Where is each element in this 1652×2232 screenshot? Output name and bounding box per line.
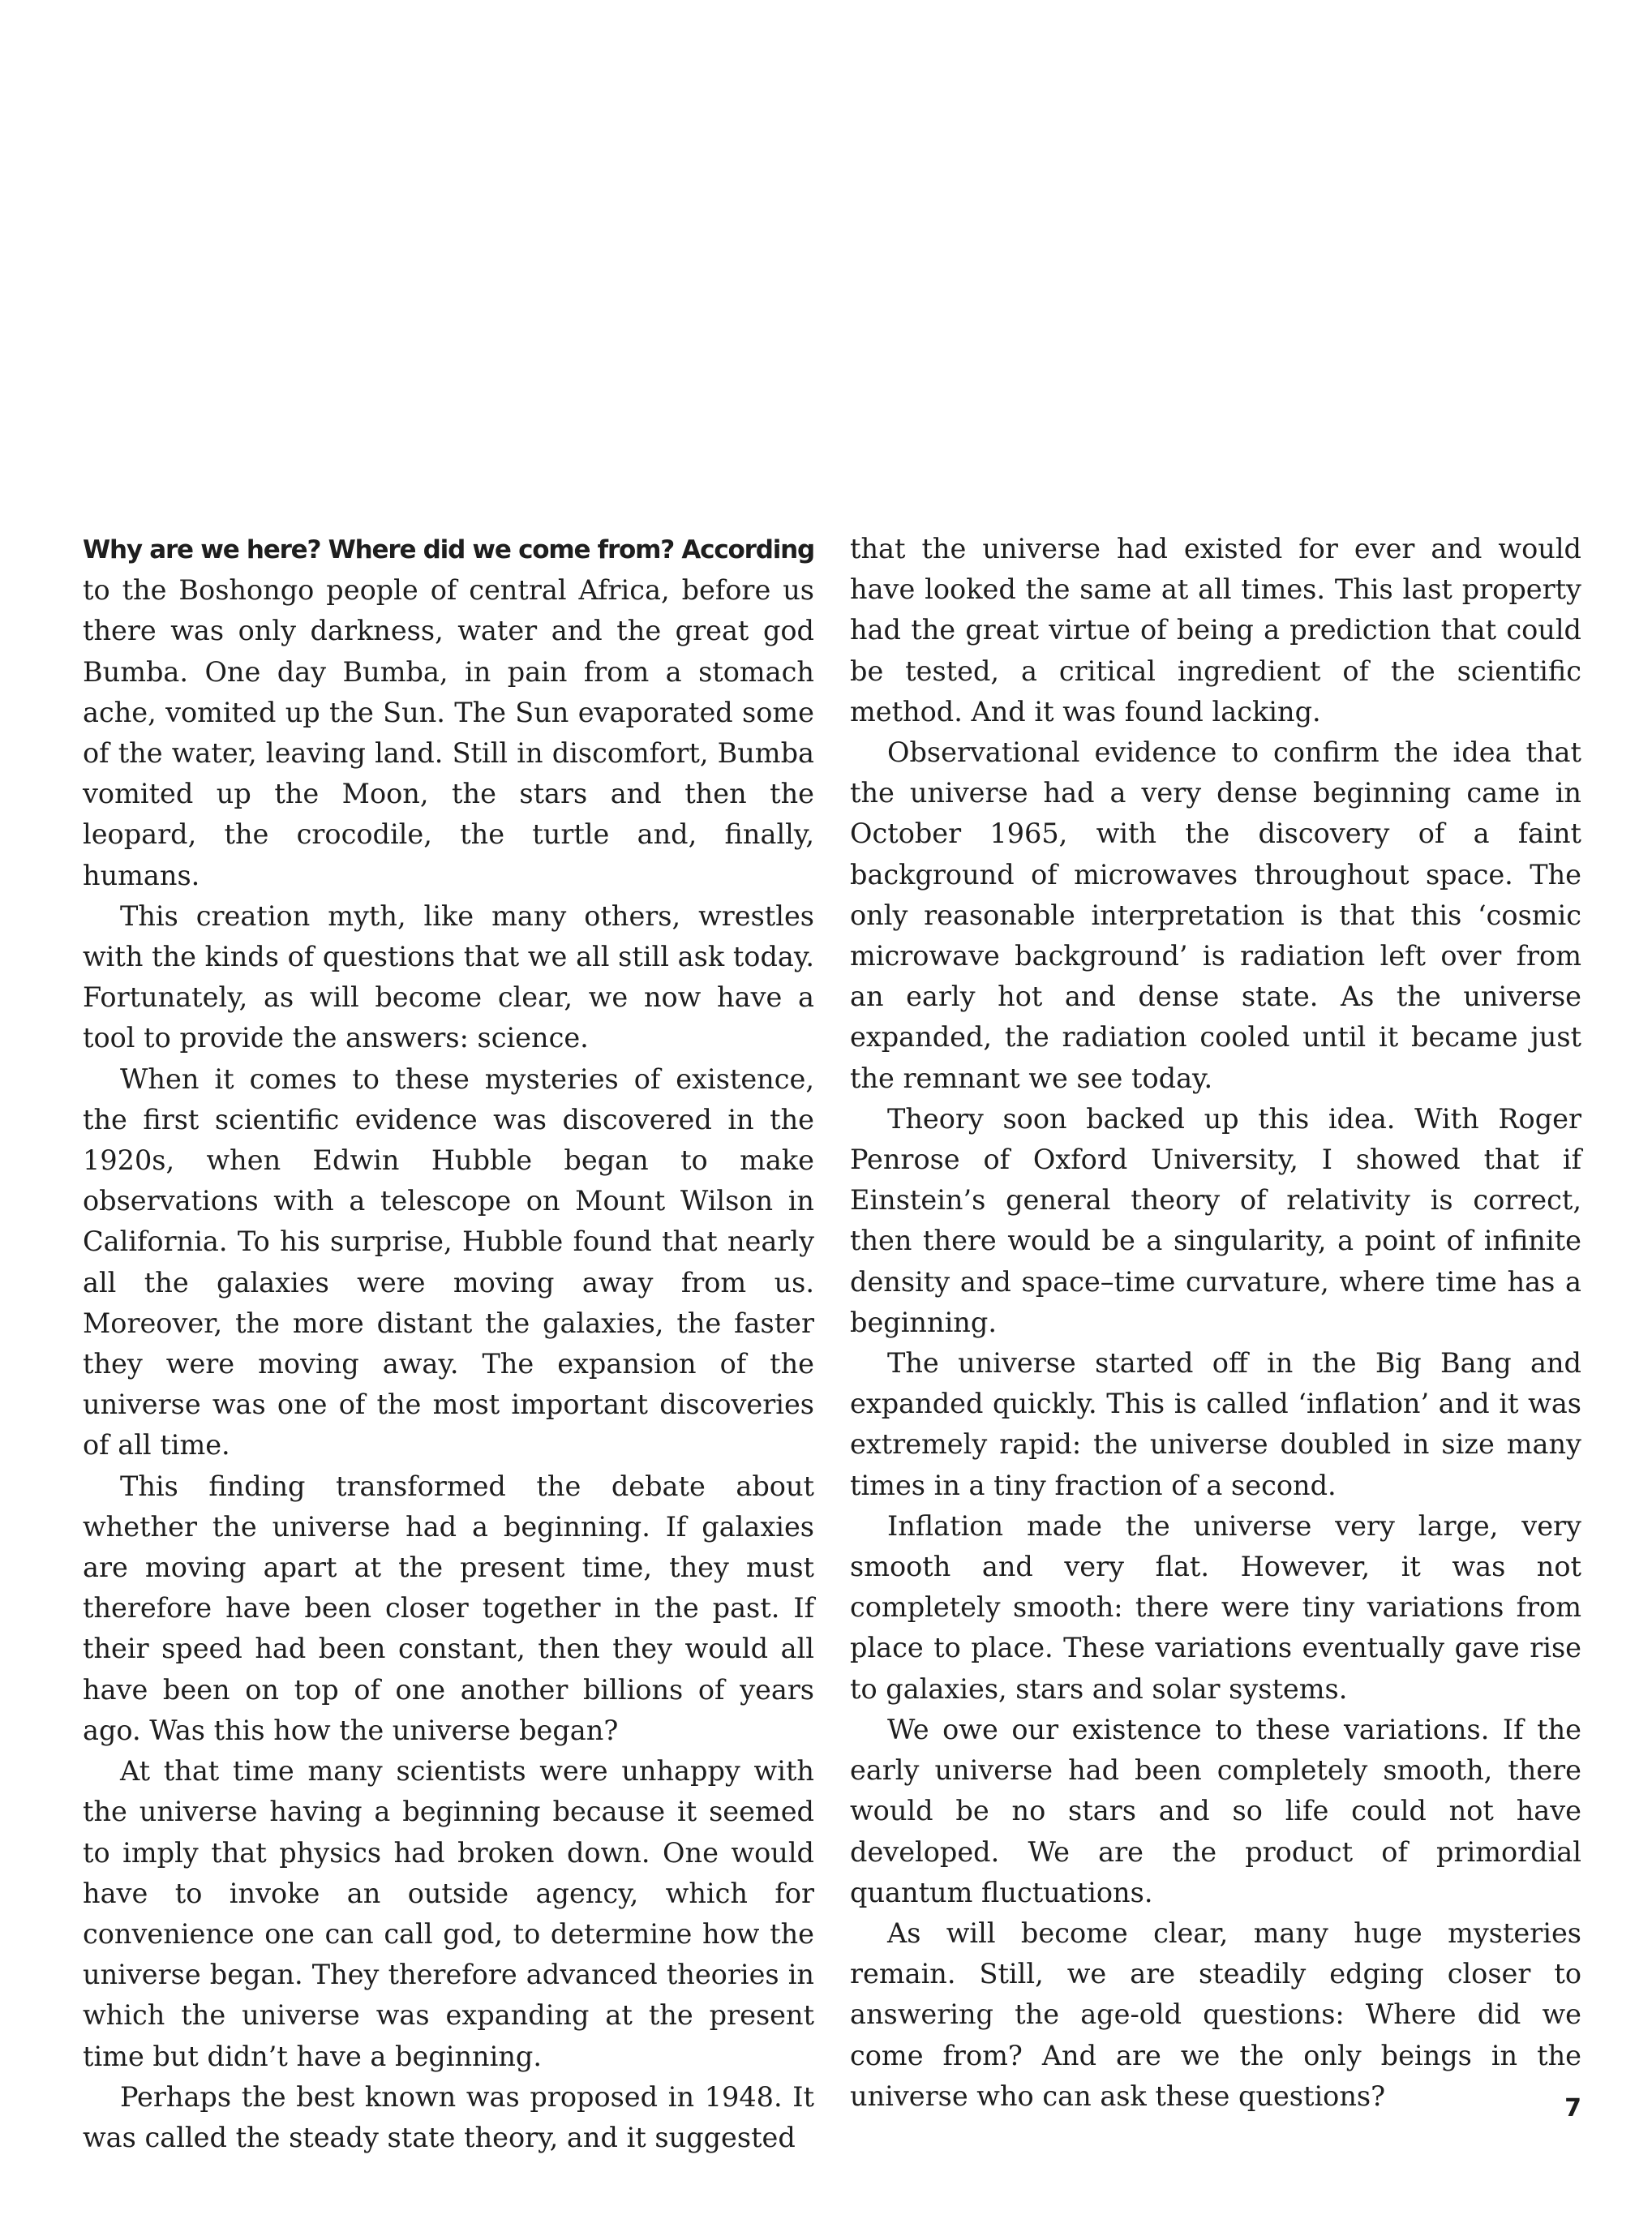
paragraph-steady-state-continued: that the universe had existed for ever and would have looked the same at all times. This last property had the great virtue of being a prediction that could be tested, a critical ingredient of the scientific method. And it was found lacking. [850, 533, 1581, 728]
paragraph-quantum-fluctuations: We owe our existence to these variations. If the early universe had been completely smooth, there would be no stars and so life could not have developed. We are the product of primordial quantum fluctuations. [850, 1713, 1581, 1908]
opening-lead-in: Why are we here? Where did we come from? According [83, 535, 814, 564]
right-text-column [850, 529, 1581, 2117]
left-text-column [83, 529, 814, 2158]
paragraph-cosmic-microwave-background: Observational evidence to confirm the idea that the universe had a very dense beginning came in October 1965, with the discovery of a faint background of microwaves throughout space. The only reasonable interpretation is that this ‘cosmic microwave background’ is radiation left over from an early hot and dense state. As the universe expanded, the radiation cooled until it became just the remnant we see today. [850, 736, 1581, 1094]
paragraph-creation-myth: This creation myth, like many others, wrestles with the kinds of questions that we all still ask today. Fortunately, as will become clear, we now have a tool to provide the answers: science. [83, 899, 814, 1054]
paragraph-scientists-unhappy: At that time many scientists were unhappy with the universe having a beginning because it seemed to imply that physics had broken down. One would have to invoke an outside agency, which for convenience one can call god, to determine how the universe began. They therefore advanced theories in which the universe was expanding at the present time but didn’t have a beginning. [83, 1755, 814, 2072]
page-number: 7 [1564, 2094, 1581, 2123]
opening-paragraph [83, 529, 814, 896]
paragraph-mysteries-remain: As will become clear, many huge mysteries remain. Still, we are steadily edging closer to answering the age-old questions: Where did we come from? And are we the only beings in the universe who can ask these questions? [850, 1917, 1581, 2112]
paragraph-singularity-theory: Theory soon backed up this idea. With Roger Penrose of Oxford University, I showed that if Einstein’s general theory of relativity is correct, then there would be a singularity, a point of infinite density and space–time curvature, where time has a beginning. [850, 1102, 1581, 1338]
paragraph-beginning-debate: This finding transformed the debate about whether the universe had a beginning. If galaxies are moving apart at the present time, they must therefore have been closer together in the past. If their speed had been constant, then they would all have been on top of one another billions of years ago. Was this how the universe began? [83, 1470, 814, 1746]
paragraph-hubble-discovery: When it comes to these mysteries of existence, the first scientific evidence was discovered in the 1920s, when Edwin Hubble began to make observations with a telescope on Mount Wilson in California. To his surprise, Hubble found that nearly all the galaxies were moving away from us. Moreover, the more distant the galaxies, the faster they were moving away. The expansion of the universe was one of the most important discoveries of all time. [83, 1062, 814, 1462]
opening-paragraph-text: to the Boshongo people of central Africa, before us there was only darkness, water and the great god Bumba. One day Bumba, in pain from a stomach ache, vomited up the Sun. The Sun evaporated some of the water, leaving land. Still in discomfort, Bumba vomited up the Moon, the stars and then the leopard, the crocodile, the turtle and, finally, humans. [83, 574, 814, 891]
paragraph-inflation: The universe started off in the Big Bang and expanded quickly. This is called ‘inflation’ and it was extremely rapid: the universe doubled in size many times in a tiny fraction of a second. [850, 1347, 1581, 1501]
paragraph-steady-state-start: Perhaps the best known was proposed in 1948. It was called the steady state theory, and it suggested [83, 2080, 814, 2153]
paragraph-smoothness: Inflation made the universe very large, very smooth and very flat. However, it was not completely smooth: there were tiny variations from place to place. These variations eventually gave rise to galaxies, stars and solar systems. [850, 1509, 1581, 1705]
